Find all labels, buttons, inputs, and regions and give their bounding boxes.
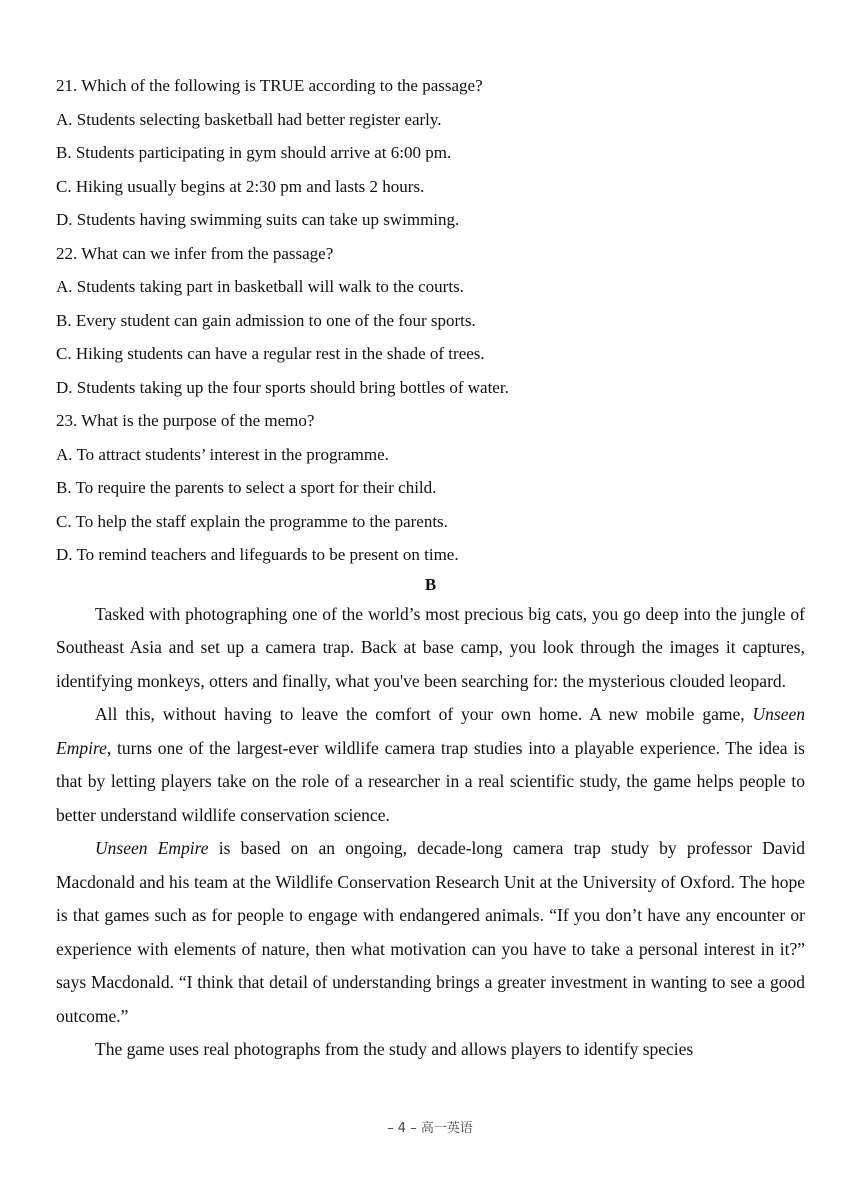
question-stem: 22. What can we infer from the passage? (56, 243, 334, 263)
paragraph-2-body: , turns one of the largest-ever wildlife camera trap studies into a playable experience. The idea is that by letting players take on the role of a researcher in a real scientific study, the game helps people to better understand wildlife conservation science. (56, 737, 805, 825)
option-b: B. To require the parents to select a sport for their child. (56, 478, 437, 497)
exam-page (56, 69, 805, 1067)
page-footer: – 4 – 高一英语 (387, 1121, 473, 1136)
option-d: D. Students having swimming suits can take up swimming. (56, 210, 460, 229)
section-heading: B (424, 574, 437, 594)
paragraph-1: Tasked with photographing one of the world’s most precious big cats, you go deep into the jungle of Southeast Asia and set up a camera trap. Back at base camp, you look through the images it captures, identifying monkeys, otters and finally, what you've been searching for: the mysterious clouded leopard. (56, 603, 805, 691)
option-a: A. Students selecting basketball had better register early. (56, 109, 442, 129)
question-21 (56, 69, 805, 237)
option-a: A. Students taking part in basketball will walk to the courts. (56, 277, 464, 296)
option-c: C. Hiking usually begins at 2:30 pm and lasts 2 hours. (56, 176, 425, 196)
question-23 (56, 404, 805, 572)
paragraph-2-intro: All this, without having to leave the comfort of your own home. A new mobile game, (95, 704, 753, 724)
question-stem: 21. Which of the following is TRUE according to the passage? (56, 76, 483, 95)
paragraph-4: The game uses real photographs from the study and allows players to identify species (95, 1039, 694, 1059)
option-d: D. Students taking up the four sports should bring bottles of water. (56, 377, 509, 397)
paragraph-3-body: is based on an ongoing, decade-long camera trap study by professor David Macdonald and his team at the Wildlife Conservation Research Unit at the University of Oxford. The hope is that games such as for people to engage with endangered animals. “If you don’t have any encounter or experience with elements of nature, then what motivation can you have to take a personal interest in it?” says Macdonald. “I think that detail of understanding brings a greater investment in wanting to see a good outcome.” (56, 838, 805, 1026)
option-c: C. To help the staff explain the programme to the parents. (56, 511, 448, 531)
game-title: Unseen Empire (95, 838, 209, 858)
option-b: B. Every student can gain admission to one of the four sports. (56, 310, 476, 330)
paragraph-2 (56, 698, 805, 832)
option-c: C. Hiking students can have a regular rest in the shade of trees. (56, 344, 485, 363)
option-d: D. To remind teachers and lifeguards to be present on time. (56, 545, 459, 564)
paragraph-3 (56, 832, 805, 1033)
option-b: B. Students participating in gym should arrive at 6:00 pm. (56, 143, 452, 162)
question-stem: 23. What is the purpose of the memo? (56, 411, 315, 430)
option-a: A. To attract students’ interest in the programme. (56, 444, 389, 464)
question-22 (56, 237, 805, 405)
game-title: Unseen Empire (56, 704, 805, 758)
